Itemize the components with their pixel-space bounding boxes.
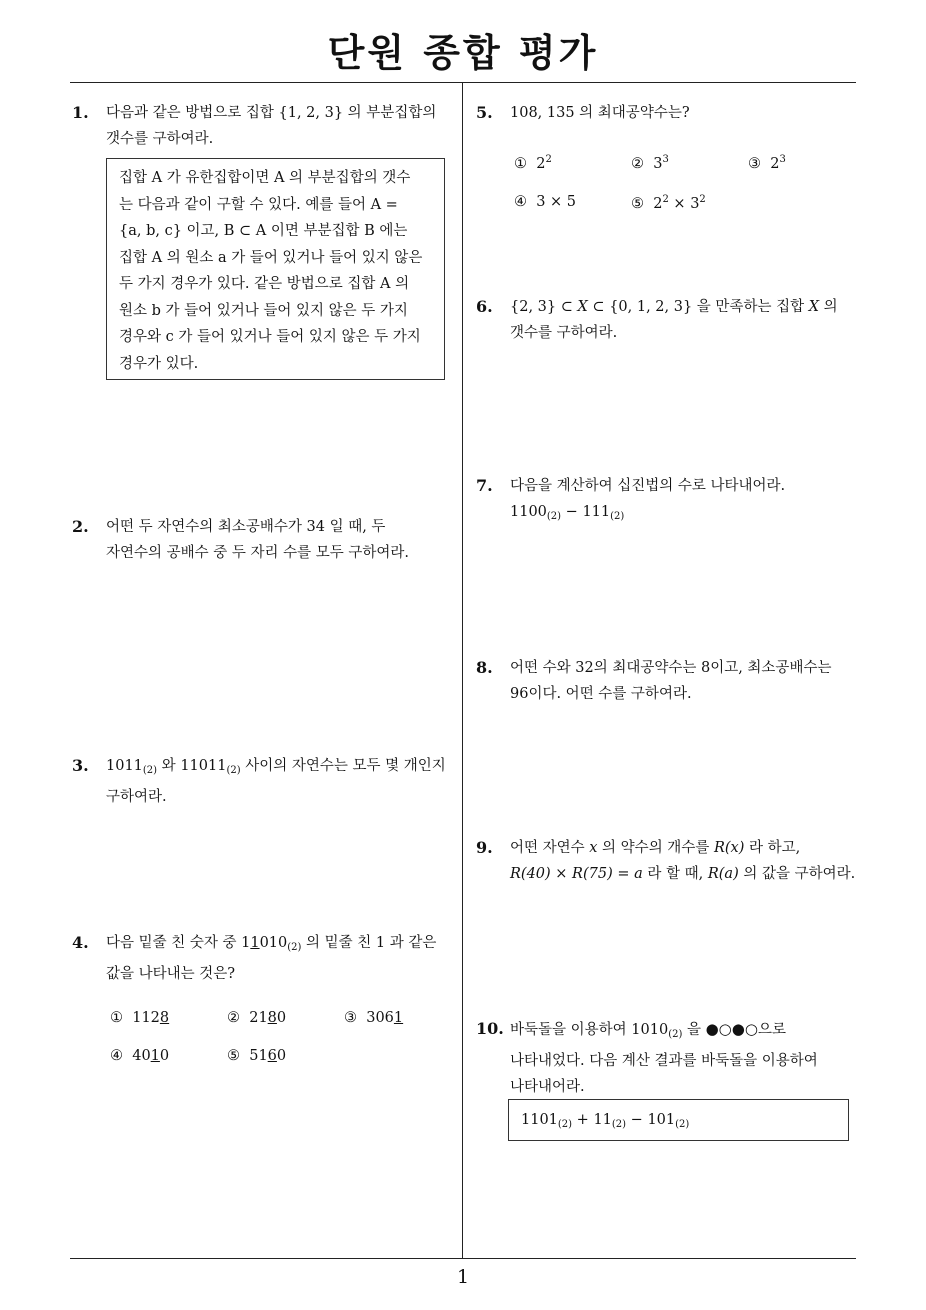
box-line: 경우가 있다. [119, 355, 199, 372]
question-line: 96이다. 어떤 수를 구하여라. [510, 686, 692, 702]
question-number: 4. [72, 933, 89, 952]
question-line: $1011_{(2)}$ 와 $11011_{(2)}$ 사이의 자연수는 모두 몇 개인지 [106, 758, 446, 776]
choice-4[interactable]: ④ 4010 [110, 1048, 170, 1064]
question-1 [72, 100, 457, 152]
box-line: {a, b, c} 이고, B ⊂ A 이면 부분집합 B 에는 [119, 223, 408, 239]
question-8 [476, 655, 861, 707]
box-line: 집합 A 가 유한집합이면 A 의 부분집합의 갯수 [119, 170, 411, 186]
question-9 [476, 835, 861, 887]
question-line: 나타내어라. [510, 1079, 585, 1095]
expression-box [508, 1099, 849, 1141]
bottom-rule [70, 1258, 856, 1259]
page-title: 단원 종합 평가 [327, 31, 599, 75]
question-3 [72, 753, 457, 810]
choice-4[interactable]: ④ 3 × 5 [514, 194, 577, 210]
question-line: 값을 나타내는 것은? [106, 966, 236, 982]
question-2 [72, 514, 457, 566]
column-divider [462, 83, 463, 1258]
question-text [510, 473, 861, 530]
question-number: 8. [476, 658, 493, 677]
choice-3[interactable]: ③ $2^3$ [748, 154, 786, 172]
question-text [510, 655, 861, 707]
box-line: 는 다음과 같이 구할 수 있다. 예를 들어 A = [119, 196, 398, 213]
question-number: 7. [476, 476, 493, 495]
choice-1[interactable]: ① $2^2$ [514, 154, 552, 172]
question-line: 갯수를 구하여라. [510, 325, 618, 341]
question-10 [476, 1016, 861, 1100]
choice-1[interactable]: ① 1128 [110, 1010, 170, 1026]
box-line: 집합 A 의 원소 a 가 들어 있거나 들어 있지 않은 [119, 249, 423, 266]
question-line: 나타내었다. 다음 계산 결과를 바둑돌을 이용하여 [510, 1053, 818, 1069]
question-number: 6. [476, 297, 493, 316]
question-line: 다음과 같은 방법으로 집합 {1, 2, 3} 의 부분집합의 [106, 105, 437, 121]
question-5 [476, 100, 861, 126]
question-text [106, 100, 457, 152]
question-line: 어떤 수와 32의 최대공약수는 8이고, 최소공배수는 [510, 660, 832, 676]
question-number: 3. [72, 756, 89, 775]
question-line: 자연수의 공배수 중 두 자리 수를 모두 구하여라. [106, 545, 410, 561]
question-line: 구하여라. [106, 789, 167, 805]
question-line: 다음을 계산하여 십진법의 수로 나타내어라. [510, 478, 786, 494]
choice-3[interactable]: ③ 3061 [344, 1010, 404, 1026]
question-7 [476, 473, 861, 530]
question-number: 9. [476, 838, 493, 857]
go-stones: ●○●○ [705, 1020, 758, 1038]
question-line: {2, 3} ⊂ X ⊂ {0, 1, 2, 3} 을 만족하는 집합 X 의 [510, 299, 838, 315]
question-number: 10. [476, 1019, 504, 1038]
box-line: 두 가지 경우가 있다. 같은 방법으로 집합 A 의 [119, 276, 410, 292]
choice-2[interactable]: ② 2180 [227, 1010, 287, 1026]
hint-box [106, 158, 445, 380]
question-4 [72, 930, 457, 987]
question-6 [476, 294, 861, 346]
box-expression: $1101_{(2)} + 11_{(2)} - 101_{(2)}$ [521, 1112, 690, 1130]
question-text [510, 294, 861, 346]
question-line: 다음 밑줄 친 숫자 중 $11010_{(2)}$ 의 밑줄 친 1 과 같은 [106, 935, 437, 953]
choice-5[interactable]: ⑤ $2^2 \times 3^2$ [631, 194, 706, 212]
question-text [510, 100, 861, 126]
question-number: 1. [72, 103, 89, 122]
question-text [106, 514, 457, 566]
question-text [510, 835, 861, 887]
question-line: 108, 135 의 최대공약수는? [510, 105, 690, 121]
question-line: 갯수를 구하여라. [106, 131, 214, 147]
question-number: 5. [476, 103, 493, 122]
page-number: 1 [456, 1266, 470, 1288]
question-line: R(40) × R(75) = a 라 할 때, R(a) 의 값을 구하여라. [510, 866, 856, 882]
question-line: 어떤 자연수 x 의 약수의 개수를 R(x) 라 하고, [510, 840, 801, 856]
question-number: 2. [72, 517, 89, 536]
choice-2[interactable]: ② $3^3$ [631, 154, 669, 172]
question-line: 바둑돌을 이용하여 $1010_{(2)}$ 을 ●○●○으로 [510, 1020, 786, 1040]
question-text [106, 753, 457, 810]
choice-5[interactable]: ⑤ 5160 [227, 1048, 287, 1064]
question-text [106, 930, 457, 987]
box-line: 원소 b 가 들어 있거나 들어 있지 않은 두 가지 [119, 302, 408, 319]
box-line: 경우와 c 가 들어 있거나 들어 있지 않은 두 가지 [119, 329, 421, 345]
question-expression: $1100_{(2)} - 111_{(2)}$ [510, 504, 625, 522]
top-rule [70, 82, 856, 83]
question-line: 어떤 두 자연수의 최소공배수가 34 일 때, 두 [106, 519, 386, 535]
question-text [510, 1016, 861, 1100]
